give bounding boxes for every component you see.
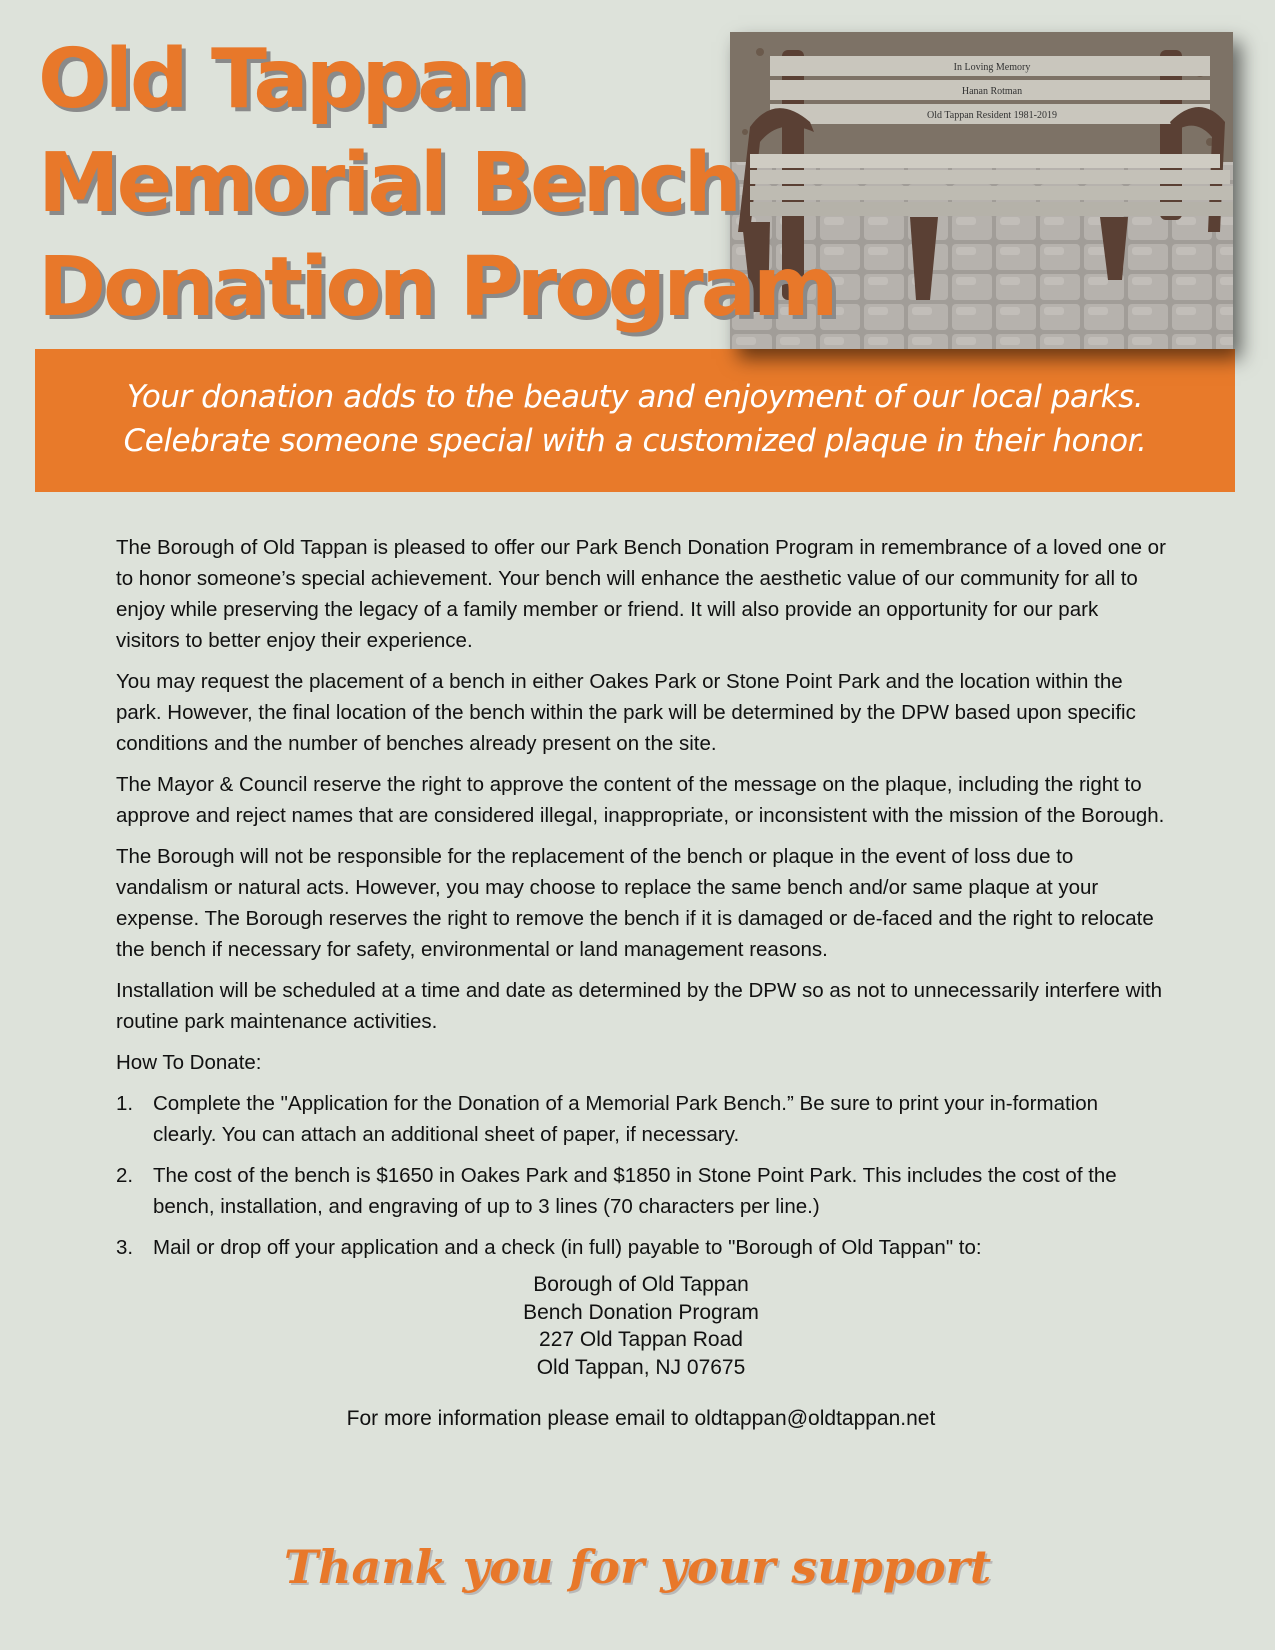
how-to-heading: How To Donate:: [116, 1051, 262, 1074]
address-line: Borough of Old Tappan: [533, 1273, 749, 1296]
intro-paragraph: The Borough of Old Tappan is pleased to offer our Park Bench Donation Program in remembrance of a loved one or to honor someone’s special achievement. Your bench will enhance the aesthetic value of our community for all to enjoy while preserving the legacy of a family member or friend. It will also provide an opportunity for our park visitors to better enjoy their experience.: [116, 536, 1166, 652]
tagline-line-1: Your donation adds to the beauty and enjoyment of our local parks.: [126, 379, 1144, 415]
tagline-banner: [35, 349, 1235, 492]
approval-paragraph: The Mayor & Council reserve the right to approve the content of the message on the plaque, including the right to approve and reject names that are considered illegal, inappropriate, or inconsistent with the mission of the Borough.: [116, 773, 1165, 827]
plaque-line-3: Old Tappan Resident 1981-2019: [927, 110, 1057, 121]
step-text: The cost of the bench is $1650 in Oakes Park and $1850 in Stone Point Park. This includes the cost of the bench, installation, and engraving of up to 3 lines (70 characters per line.): [153, 1164, 1117, 1218]
step-text: Complete the "Application for the Donation of a Memorial Park Bench.” Be sure to print your in-formation clearly. You can attach an additional sheet of paper, if necessary.: [153, 1092, 1099, 1146]
title-line-1: Old Tappan: [38, 32, 525, 127]
tagline-text: [35, 349, 1235, 463]
page-title: [38, 28, 835, 340]
step-number: 1.: [116, 1092, 134, 1115]
tagline-line-2: Celebrate someone special with a customized plaque in their honor.: [123, 423, 1147, 459]
step-item: [116, 1232, 1166, 1263]
step-number: 2.: [116, 1164, 134, 1187]
step-item: [116, 1160, 1166, 1222]
contact-email: For more information please email to oldtappan@oldtappan.net: [346, 1407, 936, 1430]
plaque-line-1: In Loving Memory: [953, 62, 1031, 73]
program-details: [116, 532, 1166, 1434]
step-text: Mail or drop off your application and a check (in full) payable to "Borough of Old Tappan" to:: [153, 1236, 982, 1259]
thank-you-message: Thank you for your support: [283, 1540, 992, 1594]
title-line-2: Memorial Bench: [38, 136, 740, 231]
address-line: 227 Old Tappan Road: [539, 1328, 743, 1351]
installation-paragraph: Installation will be scheduled at a time and date as determined by the DPW so as not to unnecessarily interfere with routine park maintenance activities.: [116, 979, 1163, 1033]
title-line-3: Donation Program: [38, 240, 836, 335]
plaque-line-2: Hanan Rotman: [961, 86, 1023, 97]
liability-paragraph: The Borough will not be responsible for the replacement of the bench or plaque in the event of loss due to vandalism or natural acts. However, you may choose to replace the same bench and/or same plaque at your expense. The Borough reserves the right to remove the bench if it is damaged or de-faced and the right to relocate the bench if necessary for safety, environmental or land management reasons.: [116, 845, 1154, 961]
address-line: Old Tappan, NJ 07675: [536, 1355, 746, 1379]
placement-paragraph: You may request the placement of a bench in either Oakes Park or Stone Point Park and the location within the park. However, the final location of the bench within the park will be determined by the DPW based upon specific conditions and the number of benches already present on the site.: [116, 670, 1136, 755]
donation-steps: [116, 1088, 1166, 1263]
mailing-address: [116, 1271, 1166, 1381]
address-line: Bench Donation Program: [523, 1300, 759, 1324]
step-item: [116, 1088, 1166, 1150]
step-number: 3.: [116, 1236, 134, 1259]
